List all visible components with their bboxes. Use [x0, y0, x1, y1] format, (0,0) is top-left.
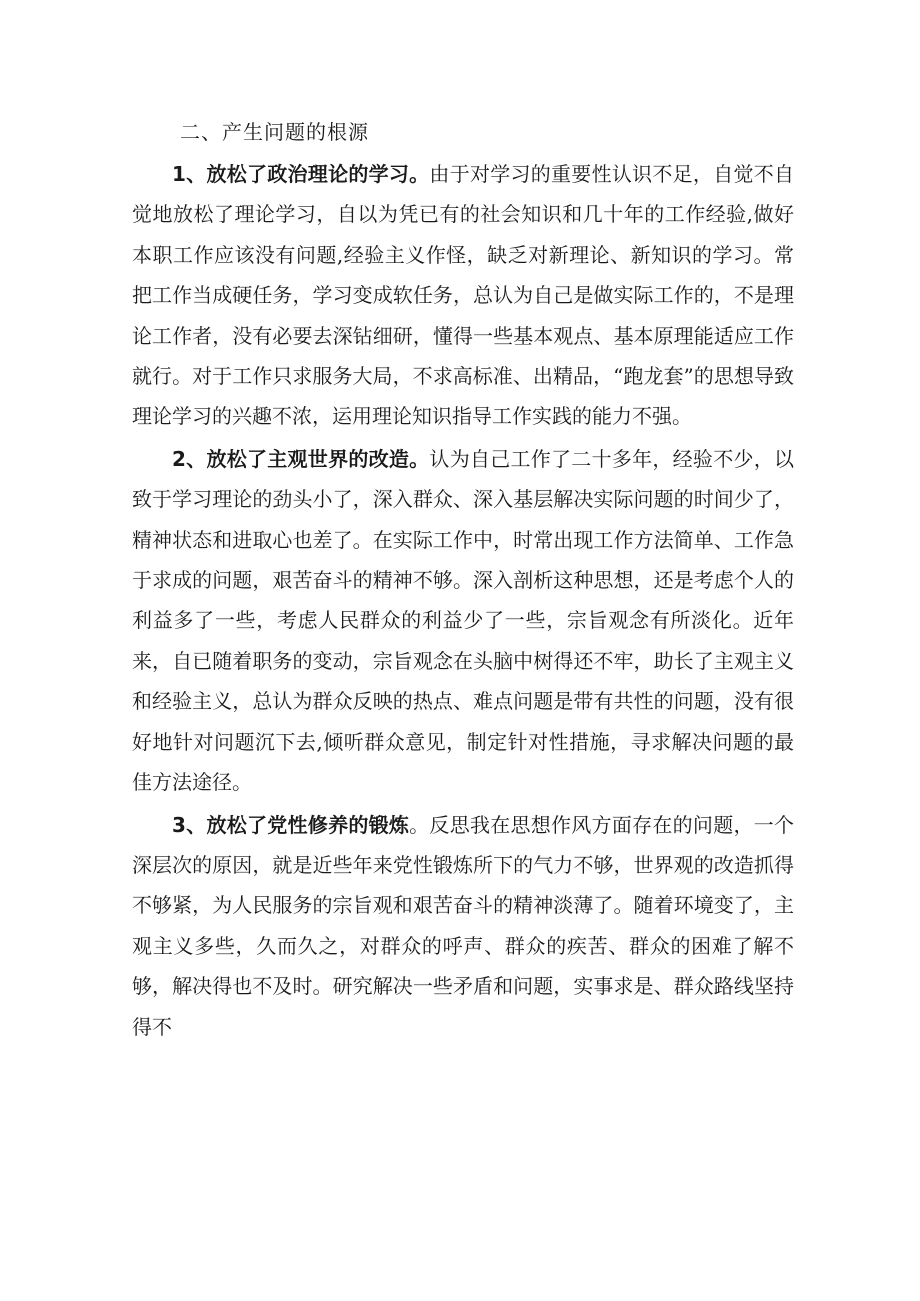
paragraph-2 [132, 439, 794, 803]
paragraph-2-lead: 2、放松了主观世界的改造。 [172, 446, 430, 471]
paragraph-3-lead: 3、放松了党性修养的锻炼 [172, 812, 410, 837]
document-body [132, 112, 794, 1049]
paragraph-3-text: 。反思我在思想作风方面存在的问题，一个深层次的原因，就是近些年来党性锻炼所下的气力不够，世界观的改造抓得不够紧，为人民服务的宗旨观和艰苦奋斗的精神淡薄了。随着环境变了，主观主义多些，久而久之，对群众的呼声、群众的疾苦、群众的困难了解不够，解决得也不及时。研究解决一些矛盾和问题，实事求是、群众路线坚持得不 [132, 812, 795, 1039]
paragraph-1 [132, 154, 794, 437]
paragraph-1-text: 由于对学习的重要性认识不足，自觉不自觉地放松了理论学习，自以为凭已有的社会知识和几十年的工作经验,做好本职工作应该没有问题,经验主义作怪，缺乏对新理论、新知识的学习。常把工作当成硬任务，学习变成软任务，总认为自己是做实际工作的，不是理论工作者，没有必要去深钻细研，懂得一些基本观点、基本原理能适应工作就行。对于工作只求服务大局，不求高标准、出精品，“跑龙套”的思想导致理论学习的兴趣不浓，运用理论知识指导工作实践的能力不强。 [132, 162, 794, 429]
section-heading: 二、产生问题的根源 [180, 120, 369, 144]
paragraph-1-lead: 1、放松了政治理论的学习。 [172, 162, 430, 186]
paragraph-2-text: 认为自己工作了二十多年，经验不少，以致于学习理论的劲头小了，深入群众、深入基层解决实际问题的时间少了，精神状态和进取心也差了。在实际工作中，时常出现工作方法简单、工作急于求成的问题，艰苦奋斗的精神不够。深入剖析这种思想，还是考虑个人的利益多了一些，考虑人民群众的利益少了一些，宗旨观念有所淡化。近年来，自已随着职务的变动，宗旨观念在头脑中树得还不牢，助长了主观主义和经验主义，总认为群众反映的热点、难点问题是带有共性的问题，没有很好地针对问题沉下去,倾听群众意见，制定针对性措施，寻求解决问题的最佳方法途径。 [132, 446, 794, 795]
paragraph-3 [132, 805, 794, 1047]
